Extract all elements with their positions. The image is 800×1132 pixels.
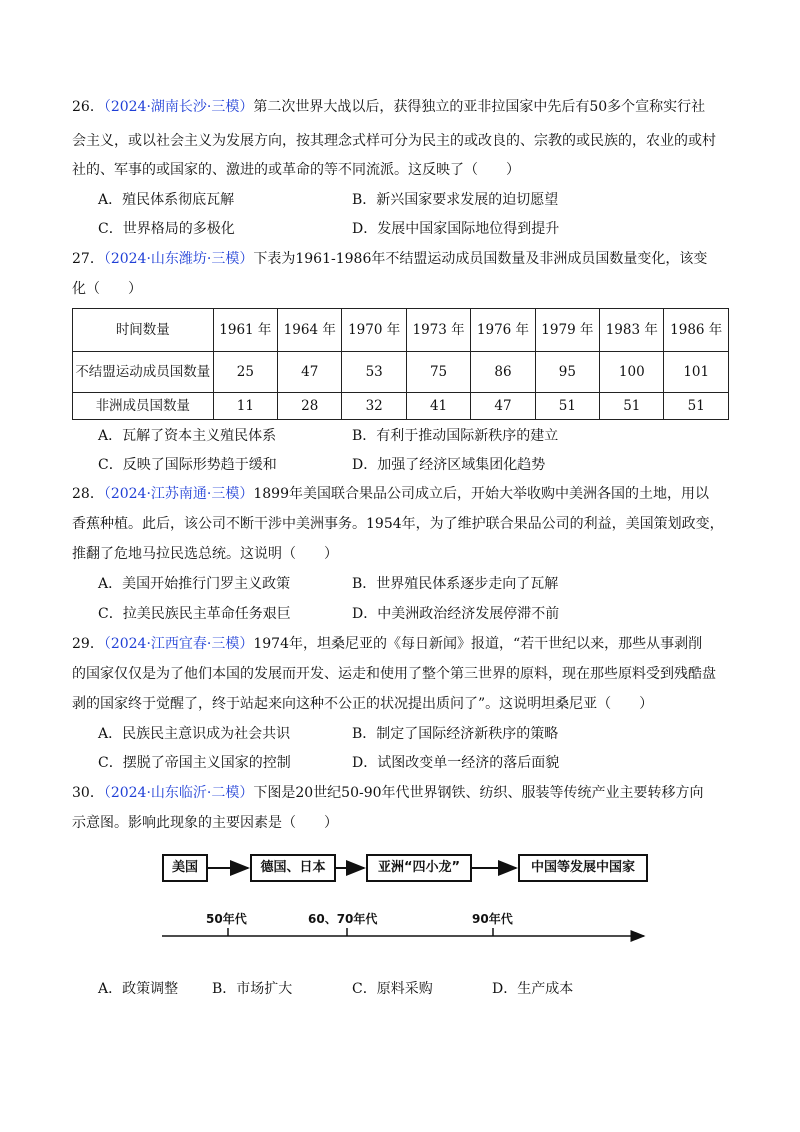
q28-line1 xyxy=(72,484,709,504)
q30-text-2: 示意图。影响此现象的主要因素是（ ） xyxy=(72,815,338,831)
q27-option-c[interactable]: C．反映了国际形势趋于缓和 xyxy=(98,457,277,473)
q29-line1 xyxy=(72,634,702,654)
q30-text-1: 下图是20世纪50-90年代世界钢铁、纺织、服装等传统产业主要转移方向 xyxy=(253,785,704,801)
q30-option-b[interactable]: B．市场扩大 xyxy=(212,981,293,997)
q26-option-c[interactable]: C．世界格局的多极化 xyxy=(98,221,235,237)
table-cell: 101 xyxy=(664,352,729,393)
q30-source: （2024·山东临沂·二模） xyxy=(103,785,254,801)
q27-option-a[interactable]: A．瓦解了资本主义殖民体系 xyxy=(98,428,277,444)
table-year: 1970 年 xyxy=(342,309,406,352)
q27-source: （2024·山东潍坊·三模） xyxy=(103,251,254,267)
q27-option-d[interactable]: D．加强了经济区域集团化趋势 xyxy=(352,457,546,473)
table-row xyxy=(73,393,729,420)
q27-option-b[interactable]: B．有利于推动国际新秩序的建立 xyxy=(352,428,559,444)
q28-number: 28． xyxy=(72,486,104,502)
q29-text-2: 的国家仅仅是为了他们本国的发展而开发、运走和使用了整个第三世界的原料，现在那些原料受到残酷盘 xyxy=(72,666,716,682)
q29-number: 29． xyxy=(72,636,104,652)
q30-number: 30． xyxy=(72,785,104,801)
box-developing-countries: 中国等发展中国家 xyxy=(518,854,648,882)
q27-number: 27． xyxy=(72,251,104,267)
table-year: 1986 年 xyxy=(664,309,729,352)
q29-option-d[interactable]: D．试图改变单一经济的落后面貌 xyxy=(352,755,560,771)
table-cell: 51 xyxy=(600,393,664,420)
q28-text-3: 推翻了危地马拉民选总统。这说明（ ） xyxy=(72,546,338,562)
q26-option-a[interactable]: A．殖民体系彻底瓦解 xyxy=(98,192,235,208)
q30-option-a[interactable]: A．政策调整 xyxy=(98,981,179,997)
table-year: 1983 年 xyxy=(600,309,664,352)
q30-option-d[interactable]: D．生产成本 xyxy=(492,981,574,997)
table-cell: 75 xyxy=(406,352,470,393)
q27-text-1: 下表为1961-1986年不结盟运动成员国数量及非洲成员国数量变化，该变 xyxy=(253,251,708,267)
table-cell: 100 xyxy=(600,352,664,393)
table-cell: 53 xyxy=(342,352,406,393)
tick-label-50s: 50年代 xyxy=(206,912,247,926)
table-cell: 95 xyxy=(535,352,599,393)
table-cell: 51 xyxy=(664,393,729,420)
membership-table xyxy=(72,308,729,420)
table-year: 1976 年 xyxy=(471,309,535,352)
table-row-label: 非洲成员国数量 xyxy=(73,393,214,420)
q27-text-2: 化（ ） xyxy=(72,281,142,297)
table-year: 1973 年 xyxy=(406,309,470,352)
industry-transfer-diagram xyxy=(160,848,650,958)
table-cell: 28 xyxy=(278,393,342,420)
tick-label-90s: 90年代 xyxy=(472,912,513,926)
q26-source: （2024·湖南长沙·三模） xyxy=(103,99,254,115)
q29-option-c[interactable]: C．摆脱了帝国主义国家的控制 xyxy=(98,755,291,771)
box-germany-japan: 德国、日本 xyxy=(250,854,336,882)
q26-option-d[interactable]: D．发展中国家国际地位得到提升 xyxy=(352,221,560,237)
table-header-row xyxy=(73,309,729,352)
q30-line1 xyxy=(72,783,704,803)
q26-number: 26． xyxy=(72,99,104,115)
q29-option-b[interactable]: B．制定了国际经济新秩序的策略 xyxy=(352,726,559,742)
table-cell: 11 xyxy=(213,393,277,420)
box-four-tigers: 亚洲“四小龙” xyxy=(366,854,472,882)
q28-option-c[interactable]: C．拉美民族民主革命任务艰巨 xyxy=(98,606,291,622)
table-year: 1961 年 xyxy=(213,309,277,352)
table-row-label: 不结盟运动成员国数量 xyxy=(73,352,214,393)
q30-option-c[interactable]: C．原料采购 xyxy=(352,981,433,997)
q29-option-a[interactable]: A．民族民主意识成为社会共识 xyxy=(98,726,291,742)
q27-line1 xyxy=(72,249,707,269)
table-cell: 41 xyxy=(406,393,470,420)
q28-text-2: 香蕉种植。此后，该公司不断干涉中美洲事务。1954年，为了维护联合果品公司的利益，美国策划政变， xyxy=(72,516,724,532)
tick-label-60s-70s: 60、70年代 xyxy=(308,912,378,926)
q28-option-b[interactable]: B．世界殖民体系逐步走向了瓦解 xyxy=(352,576,559,592)
table-cell: 51 xyxy=(535,393,599,420)
q26-option-b[interactable]: B．新兴国家要求发展的迫切愿望 xyxy=(352,192,559,208)
table-cell: 86 xyxy=(471,352,535,393)
q28-option-d[interactable]: D．中美洲政治经济发展停滞不前 xyxy=(352,606,560,622)
q26-line1 xyxy=(72,97,705,117)
table-cell: 25 xyxy=(213,352,277,393)
table-cell: 47 xyxy=(278,352,342,393)
q29-text-3: 剥的国家终于觉醒了，终于站起来向这种不公正的状况提出质问了”。这说明坦桑尼亚（ ） xyxy=(72,696,654,712)
table-corner-cell: 时间数量 xyxy=(73,309,214,352)
table-cell: 47 xyxy=(471,393,535,420)
q26-text-1: 第二次世界大战以后，获得独立的亚非拉国家中先后有50多个宣称实行社 xyxy=(253,99,706,115)
table-year: 1979 年 xyxy=(535,309,599,352)
box-usa: 美国 xyxy=(162,854,208,882)
table-year: 1964 年 xyxy=(278,309,342,352)
q26-text-3: 社的、军事的或国家的、激进的或革命的等不同流派。这反映了（ ） xyxy=(72,162,520,178)
table-cell: 32 xyxy=(342,393,406,420)
q26-text-2: 会主义，或以社会主义为发展方向，按其理念式样可分为民主的或改良的、宗教的或民族的，农业的或村 xyxy=(72,133,716,149)
q28-source: （2024·江苏南通·三模） xyxy=(103,486,254,502)
q29-text-1: 1974年，坦桑尼亚的《每日新闻》报道，“若干世纪以来，那些从事剥削 xyxy=(253,636,703,652)
table-row xyxy=(73,352,729,393)
q29-source: （2024·江西宜春·三模） xyxy=(103,636,254,652)
q28-text-1: 1899年美国联合果品公司成立后，开始大举收购中美洲各国的土地，用以 xyxy=(253,486,709,502)
q28-option-a[interactable]: A．美国开始推行门罗主义政策 xyxy=(98,576,291,592)
